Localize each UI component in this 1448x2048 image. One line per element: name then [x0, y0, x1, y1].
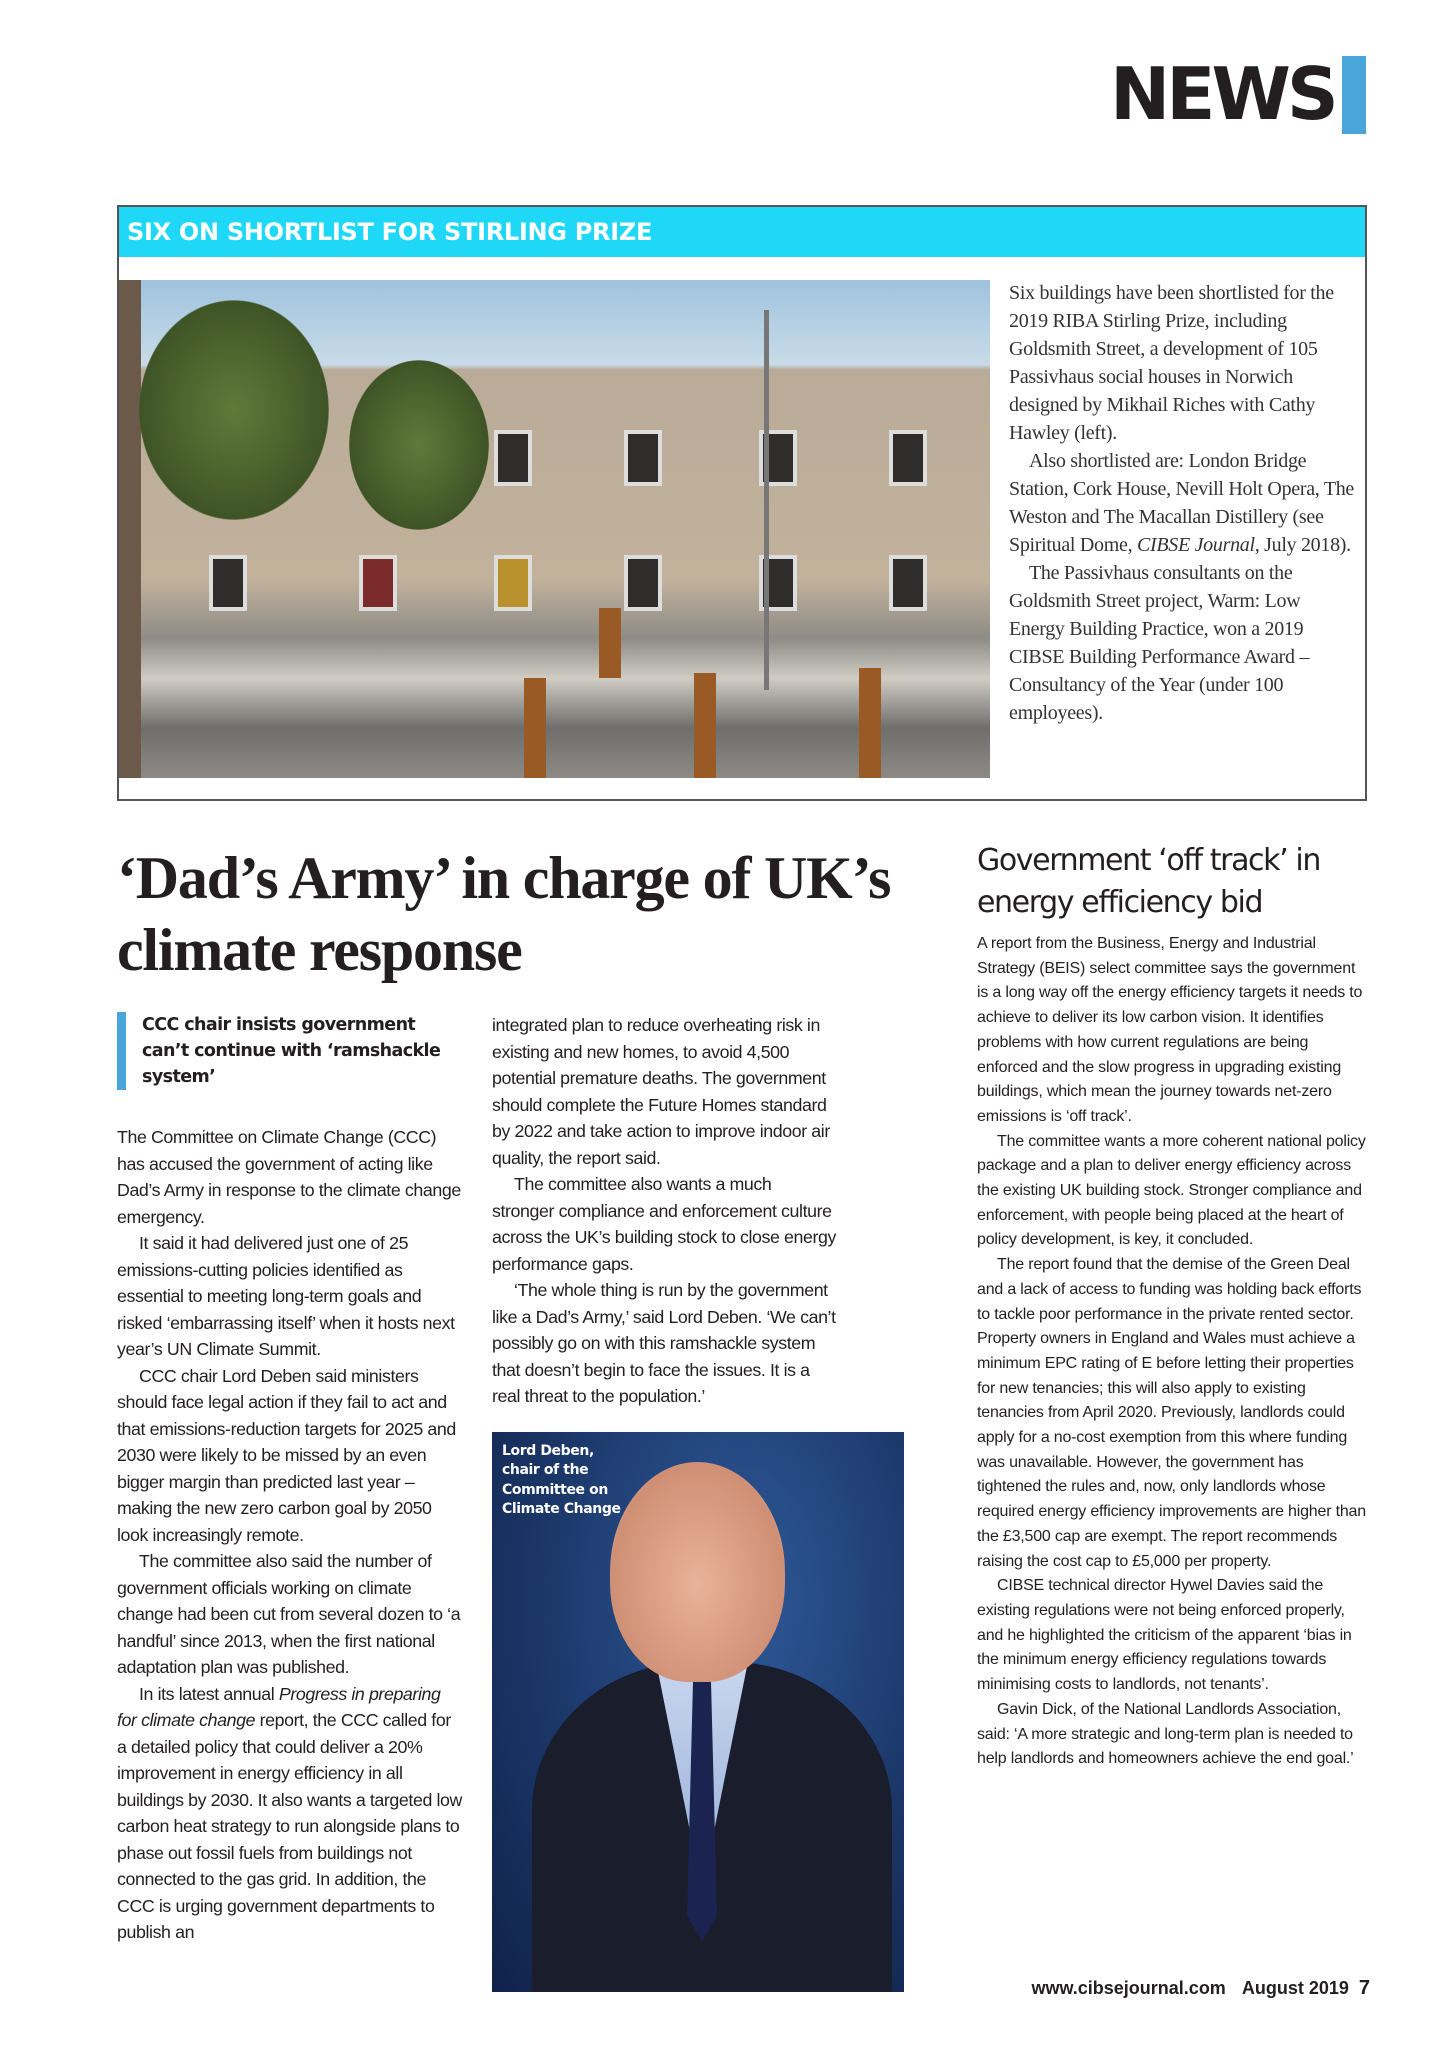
box-paragraph: Six buildings have been shortlisted for the 2019 RIBA Stirling Prize, including Goldsmith Street, a development of 105 Passivhaus social houses in Norwich designed by Mikhail Riches with Cathy Hawley (left).: [1009, 282, 1334, 444]
lord-deben-photo: [492, 1432, 904, 1992]
section-accent-bar: [1342, 56, 1366, 134]
sidebar-headline: Government ‘off track’ in energy efficiency bid: [977, 843, 1320, 920]
paragraph: CCC chair Lord Deben said ministers should face legal action if they fail to act and that emissions-reduction targets for 2025 and 2030 were likely to be missed by an even bigger margin than predicted last year – making the new zero carbon goal by 2050 look increasingly remote.: [117, 1365, 456, 1545]
paragraph: The Committee on Climate Change (CCC) has accused the government of acting like Dad’s Army in response to the climate change emergency.: [117, 1127, 461, 1227]
box-text: [1009, 279, 1354, 727]
section-title: NEWS: [1110, 52, 1335, 136]
paragraph: ‘The whole thing is run by the government like a Dad’s Army,’ said Lord Deben. ‘We can’t possibly go on with this ramshackle system that doesn’t begin to face the issues. It is a real threat to the population.’: [492, 1280, 836, 1406]
article-columns: [117, 1012, 907, 1992]
text-span: Also shortlisted are: London Bridge Station, Cork House, Nevill Holt Opera, The Weston and The Macallan Distillery (see Spiritual Dome,: [1009, 450, 1355, 556]
article-column-2: [492, 1012, 837, 1410]
paragraph: It said it had delivered just one of 25 emissions-cutting policies identified as essential to meeting long-term goals and risked ‘embarrassing itself’ when it hosts next year’s UN Climate Summit.: [117, 1233, 455, 1359]
text-span: report, the CCC called for a detailed policy that could deliver a 20% improvement in energy efficiency in all buildings by 2030. It also wants a targeted low carbon heat strategy to run alongside plans to phase out fossil fuels from buildings not connected to the gas grid. In addition, the CCC is urging government departments to publish an: [117, 1710, 462, 1942]
main-article: [117, 842, 907, 1992]
paragraph: CIBSE technical director Hywel Davies said the existing regulations were not being enforced properly, and he highlighted the criticism of the apparent ‘bias in the minimum energy efficiency regulations towards minimising costs to landlords, not tenants’.: [977, 1577, 1352, 1694]
paragraph: [117, 1681, 462, 1946]
article-standfirst: CCC chair insists government can’t continue with ‘ramshackle system’: [117, 1012, 462, 1090]
footer-date: August 2019: [1241, 1978, 1349, 1998]
paragraph: The committee wants a more coherent national policy package and a plan to deliver energy efficiency across the existing UK building stock. Stronger compliance and enforcement, with people being placed at the heart of policy development, is key, it concluded.: [977, 1132, 1366, 1249]
photo-caption: Lord Deben, chair of the Committee on Climate Change: [502, 1442, 621, 1517]
paragraph: The committee also wants a much stronger compliance and enforcement culture across the UK’s building stock to close energy performance gaps.: [492, 1174, 836, 1274]
article-column-1-wrapper: [117, 1012, 462, 1946]
paragraph: Gavin Dick, of the National Landlords Association, said: ‘A more strategic and long-term plan is needed to help landlords and homeowners achieve the end goal.’: [977, 1700, 1354, 1768]
page-footer: [1000, 1975, 1370, 2001]
article-column-1: [117, 1124, 462, 1946]
footer-url[interactable]: www.cibsejournal.com: [1031, 1978, 1226, 1998]
sidebar-article-body: [977, 932, 1369, 1772]
page-number: 7: [1358, 1977, 1370, 1999]
text-span: , July 2018).: [1254, 534, 1351, 556]
sidebar-article: [977, 840, 1369, 1772]
box-paragraph: The Passivhaus consultants on the Goldsmith Street project, Warm: Low Energy Building Practice, won a 2019 CIBSE Building Performance Award – Consultancy of the Year (under 100 employees).: [1009, 562, 1310, 724]
publication-name: CIBSE Journal: [1136, 534, 1255, 556]
paragraph: integrated plan to reduce overheating risk in existing and new homes, to avoid 4,500 potential premature deaths. The government should complete the Future Homes standard by 2022 and take action to improve indoor air quality, the report said.: [492, 1015, 830, 1168]
article-headline: ‘Dad’s Army’ in charge of UK’s climate response: [117, 845, 891, 983]
text-span: In its latest annual: [139, 1683, 279, 1704]
paragraph: A report from the Business, Energy and Industrial Strategy (BEIS) select committee says the government is a long way off the energy efficiency targets it needs to achieve to deliver its low carbon vision. It identifies problems with how current regulations are being enforced and the slow progress in upgrading existing buildings, which mean the journey towards net-zero emissions is ‘off track’.: [977, 935, 1363, 1125]
photo-face: [610, 1462, 785, 1682]
box-paragraph: [1009, 447, 1354, 559]
paragraph: The committee also said the number of government officials working on climate change had been cut from several dozen to ‘a handful’ since 2013, when the first national adaptation plan was published.: [117, 1551, 461, 1677]
box-banner: SIX ON SHORTLIST FOR STIRLING PRIZE: [119, 207, 1365, 257]
paragraph: The report found that the demise of the Green Deal and a lack of access to funding was holding back efforts to tackle poor performance in the private rented sector. Property owners in England and Wales must achieve a minimum EPC rating of E before letting their properties for new tenancies; this will also apply to existing tenancies from April 2020. Previously, landlords could apply for a no-cost exemption from this where funding was unavailable. However, the government has tightened the rules and, now, only landlords whose required energy efficiency improvements are higher than the £3,500 cap are exempt. The report recommends raising the cost cap to £5,000 per property.: [977, 1256, 1366, 1570]
report-title: Progress in preparing for climate change: [117, 1683, 441, 1730]
goldsmith-street-photo: [119, 280, 990, 778]
stirling-prize-box: [117, 205, 1367, 801]
article-column-2-wrapper: [492, 1012, 904, 1992]
